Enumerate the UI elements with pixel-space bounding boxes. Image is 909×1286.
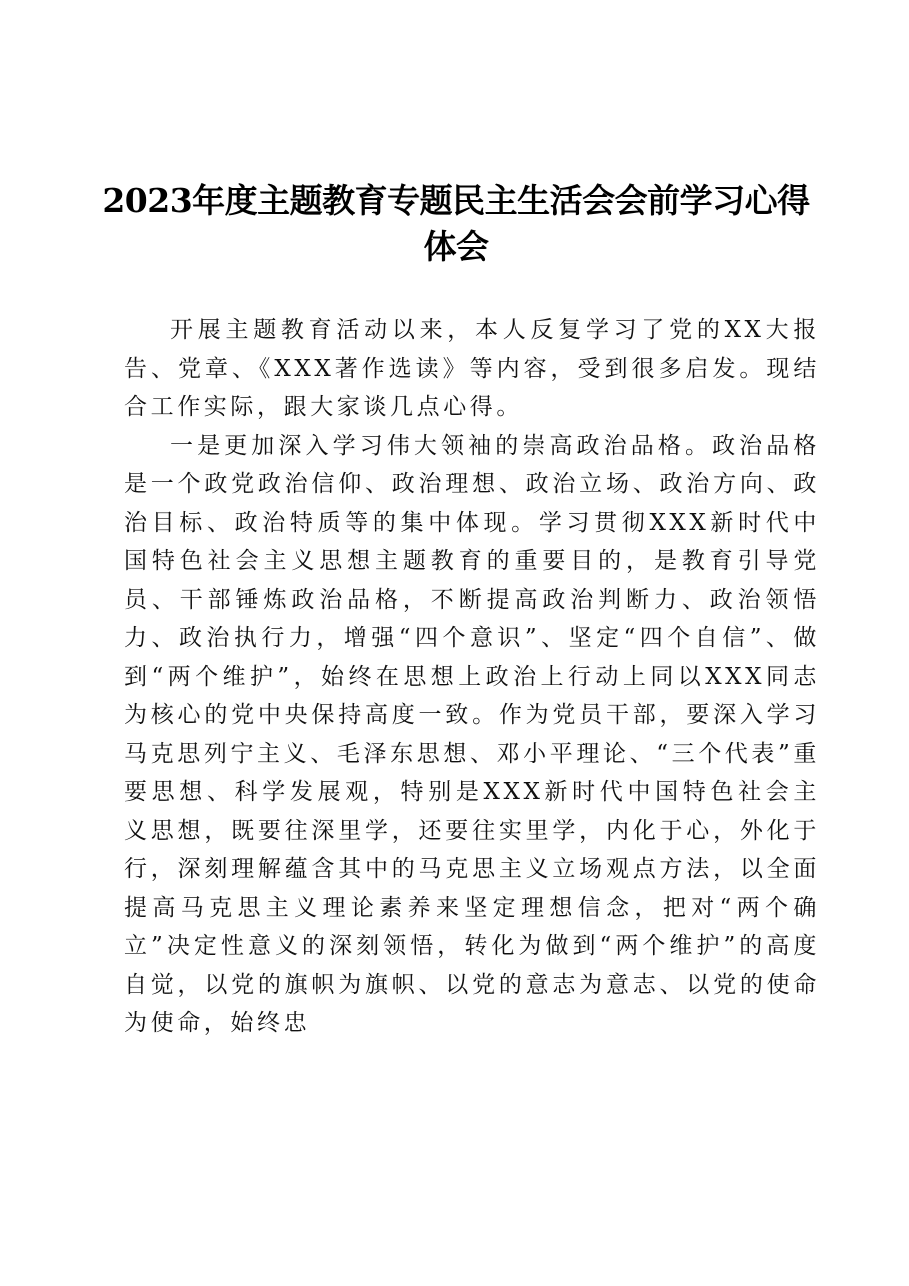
paragraph-point-one: 一是更加深入学习伟大领袖的崇高政治品格。政治品格是一个政党政治信仰、政治理想、政治立场、政治方向、政治目标、政治特质等的集中体现。学习贯彻XXX新时代中国特色社会主义思想主题教育的重要目的，是教育引导党员、干部锤炼政治品格，不断提高政治判断力、政治领悟力、政治执行力，增强“四个意识”、坚定“四个自信”、做到“两个维护”，始终在思想上政治上行动上同以XXX同志为核心的党中央保持高度一致。作为党员干部，要深入学习马克思列宁主义、毛泽东思想、邓小平理论、“三个代表”重要思想、科学发展观，特别是XXX新时代中国特色社会主义思想，既要往深里学，还要往实里学，内化于心，外化于行，深刻理解蕴含其中的马克思主义立场观点方法，以全面提高马克思主义理论素养来坚定理想信念，把对“两个确立”决定性意义的深刻领悟，转化为做到“两个维护”的高度自觉，以党的旗帜为旗帜、以党的意志为意志、以党的使命为使命，始终忠 (124, 432, 820, 1036)
paragraph-intro: 开展主题教育活动以来，本人反复学习了党的XX大报告、党章、《XXX著作选读》等内容，受到很多启发。现结合工作实际，跟大家谈几点心得。 (124, 317, 820, 420)
document-body (124, 311, 820, 1043)
document-title: 2023年度主题教育专题民主生活会会前学习心得体会 (102, 181, 810, 266)
